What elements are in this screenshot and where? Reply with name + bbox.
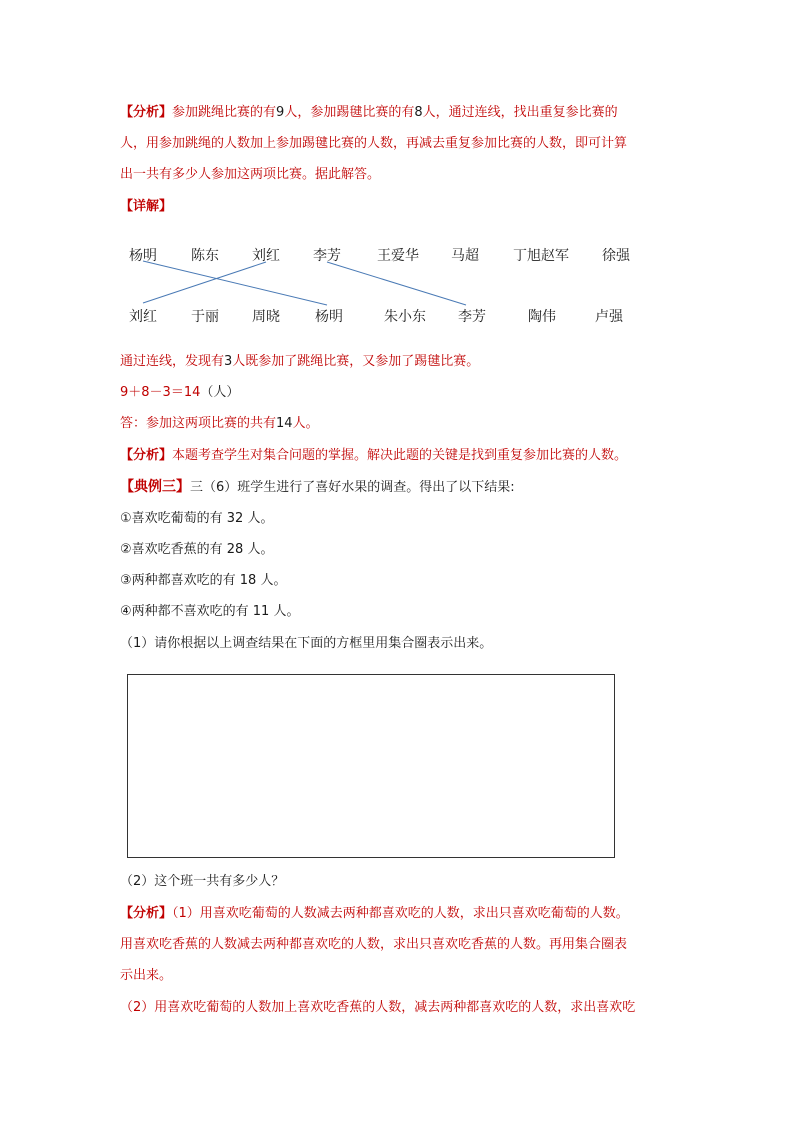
name-top-8: 徐强: [602, 248, 630, 264]
example-heading: 【典例三】三（6）班学生进行了喜好水果的调查。得出了以下结果:: [120, 479, 515, 495]
analysis-line-3: 出一共有多少人参加这两项比赛。据此解答。: [120, 167, 381, 182]
name-top-3: 刘红: [252, 248, 280, 264]
connector-lifang: [327, 262, 466, 305]
analysis-tag: 【分析】: [120, 105, 173, 120]
analysis-line-1: 【分析】参加跳绳比赛的有9人，参加踢毽比赛的有8人，通过连线，找出重复参比赛的: [120, 105, 618, 120]
name-bottom-6: 李芳: [458, 309, 486, 325]
connector-yangming: [143, 261, 327, 305]
name-top-6: 马超: [451, 248, 479, 264]
name-top-1: 杨明: [129, 248, 157, 264]
analysis3-line-4: （2）用喜欢吃葡萄的人数加上喜欢吃香蕉的人数，减去两种都喜欢吃的人数，求出喜欢吃: [120, 1000, 636, 1015]
answer-line: 答：参加这两项比赛的共有14人。: [120, 416, 319, 431]
connector-liuhong: [143, 262, 266, 303]
question-2: （2）这个班一共有多少人？: [120, 874, 285, 889]
detail-tag: 【详解】: [120, 199, 173, 214]
survey-item-1: ①喜欢吃葡萄的有 32 人。: [120, 511, 274, 526]
survey-item-4: ④两种都不喜欢吃的有 11 人。: [120, 604, 300, 619]
name-bottom-3: 周晓: [252, 309, 280, 325]
question-1: （1）请你根据以上调查结果在下面的方框里用集合圈表示出来。: [120, 636, 493, 651]
name-bottom-2: 于丽: [191, 309, 219, 325]
name-top-4: 李芳: [313, 248, 341, 264]
name-top-2: 陈东: [191, 248, 219, 264]
name-bottom-1: 刘红: [129, 309, 157, 325]
name-bottom-8: 卢强: [595, 309, 623, 325]
equation-line: 9＋8－3＝14（人）: [120, 385, 240, 400]
name-bottom-5: 朱小东: [384, 309, 426, 325]
name-bottom-4: 杨明: [315, 309, 343, 325]
explain-line: 通过连线，发现有3人既参加了跳绳比赛，又参加了踢毽比赛。: [120, 354, 480, 369]
analysis-line-2: 人，用参加跳绳的人数加上参加踢毽比赛的人数，再减去重复参加比赛的人数，即可计算: [120, 136, 628, 151]
survey-item-3: ③两种都喜欢吃的有 18 人。: [120, 573, 287, 588]
analysis3-line-3: 示出来。: [120, 968, 173, 983]
survey-item-2: ②喜欢吃香蕉的有 28 人。: [120, 542, 274, 557]
analysis2-line: 【分析】本题考查学生对集合问题的掌握。解决此题的关键是找到重复参加比赛的人数。: [120, 448, 628, 463]
analysis3-line-1: 【分析】（1）用喜欢吃葡萄的人数减去两种都喜欢吃的人数，求出只喜欢吃葡萄的人数。: [120, 906, 629, 921]
name-top-7: 丁旭赵军: [513, 248, 569, 264]
example-tag: 【典例三】: [120, 479, 190, 495]
connection-lines: [0, 0, 794, 340]
analysis3-line-2: 用喜欢吃香蕉的人数减去两种都喜欢吃的人数，求出只喜欢吃香蕉的人数。再用集合圈表: [120, 937, 628, 952]
answer-box[interactable]: [127, 674, 615, 858]
name-bottom-7: 陶伟: [528, 309, 556, 325]
name-top-5: 王爱华: [377, 248, 419, 264]
